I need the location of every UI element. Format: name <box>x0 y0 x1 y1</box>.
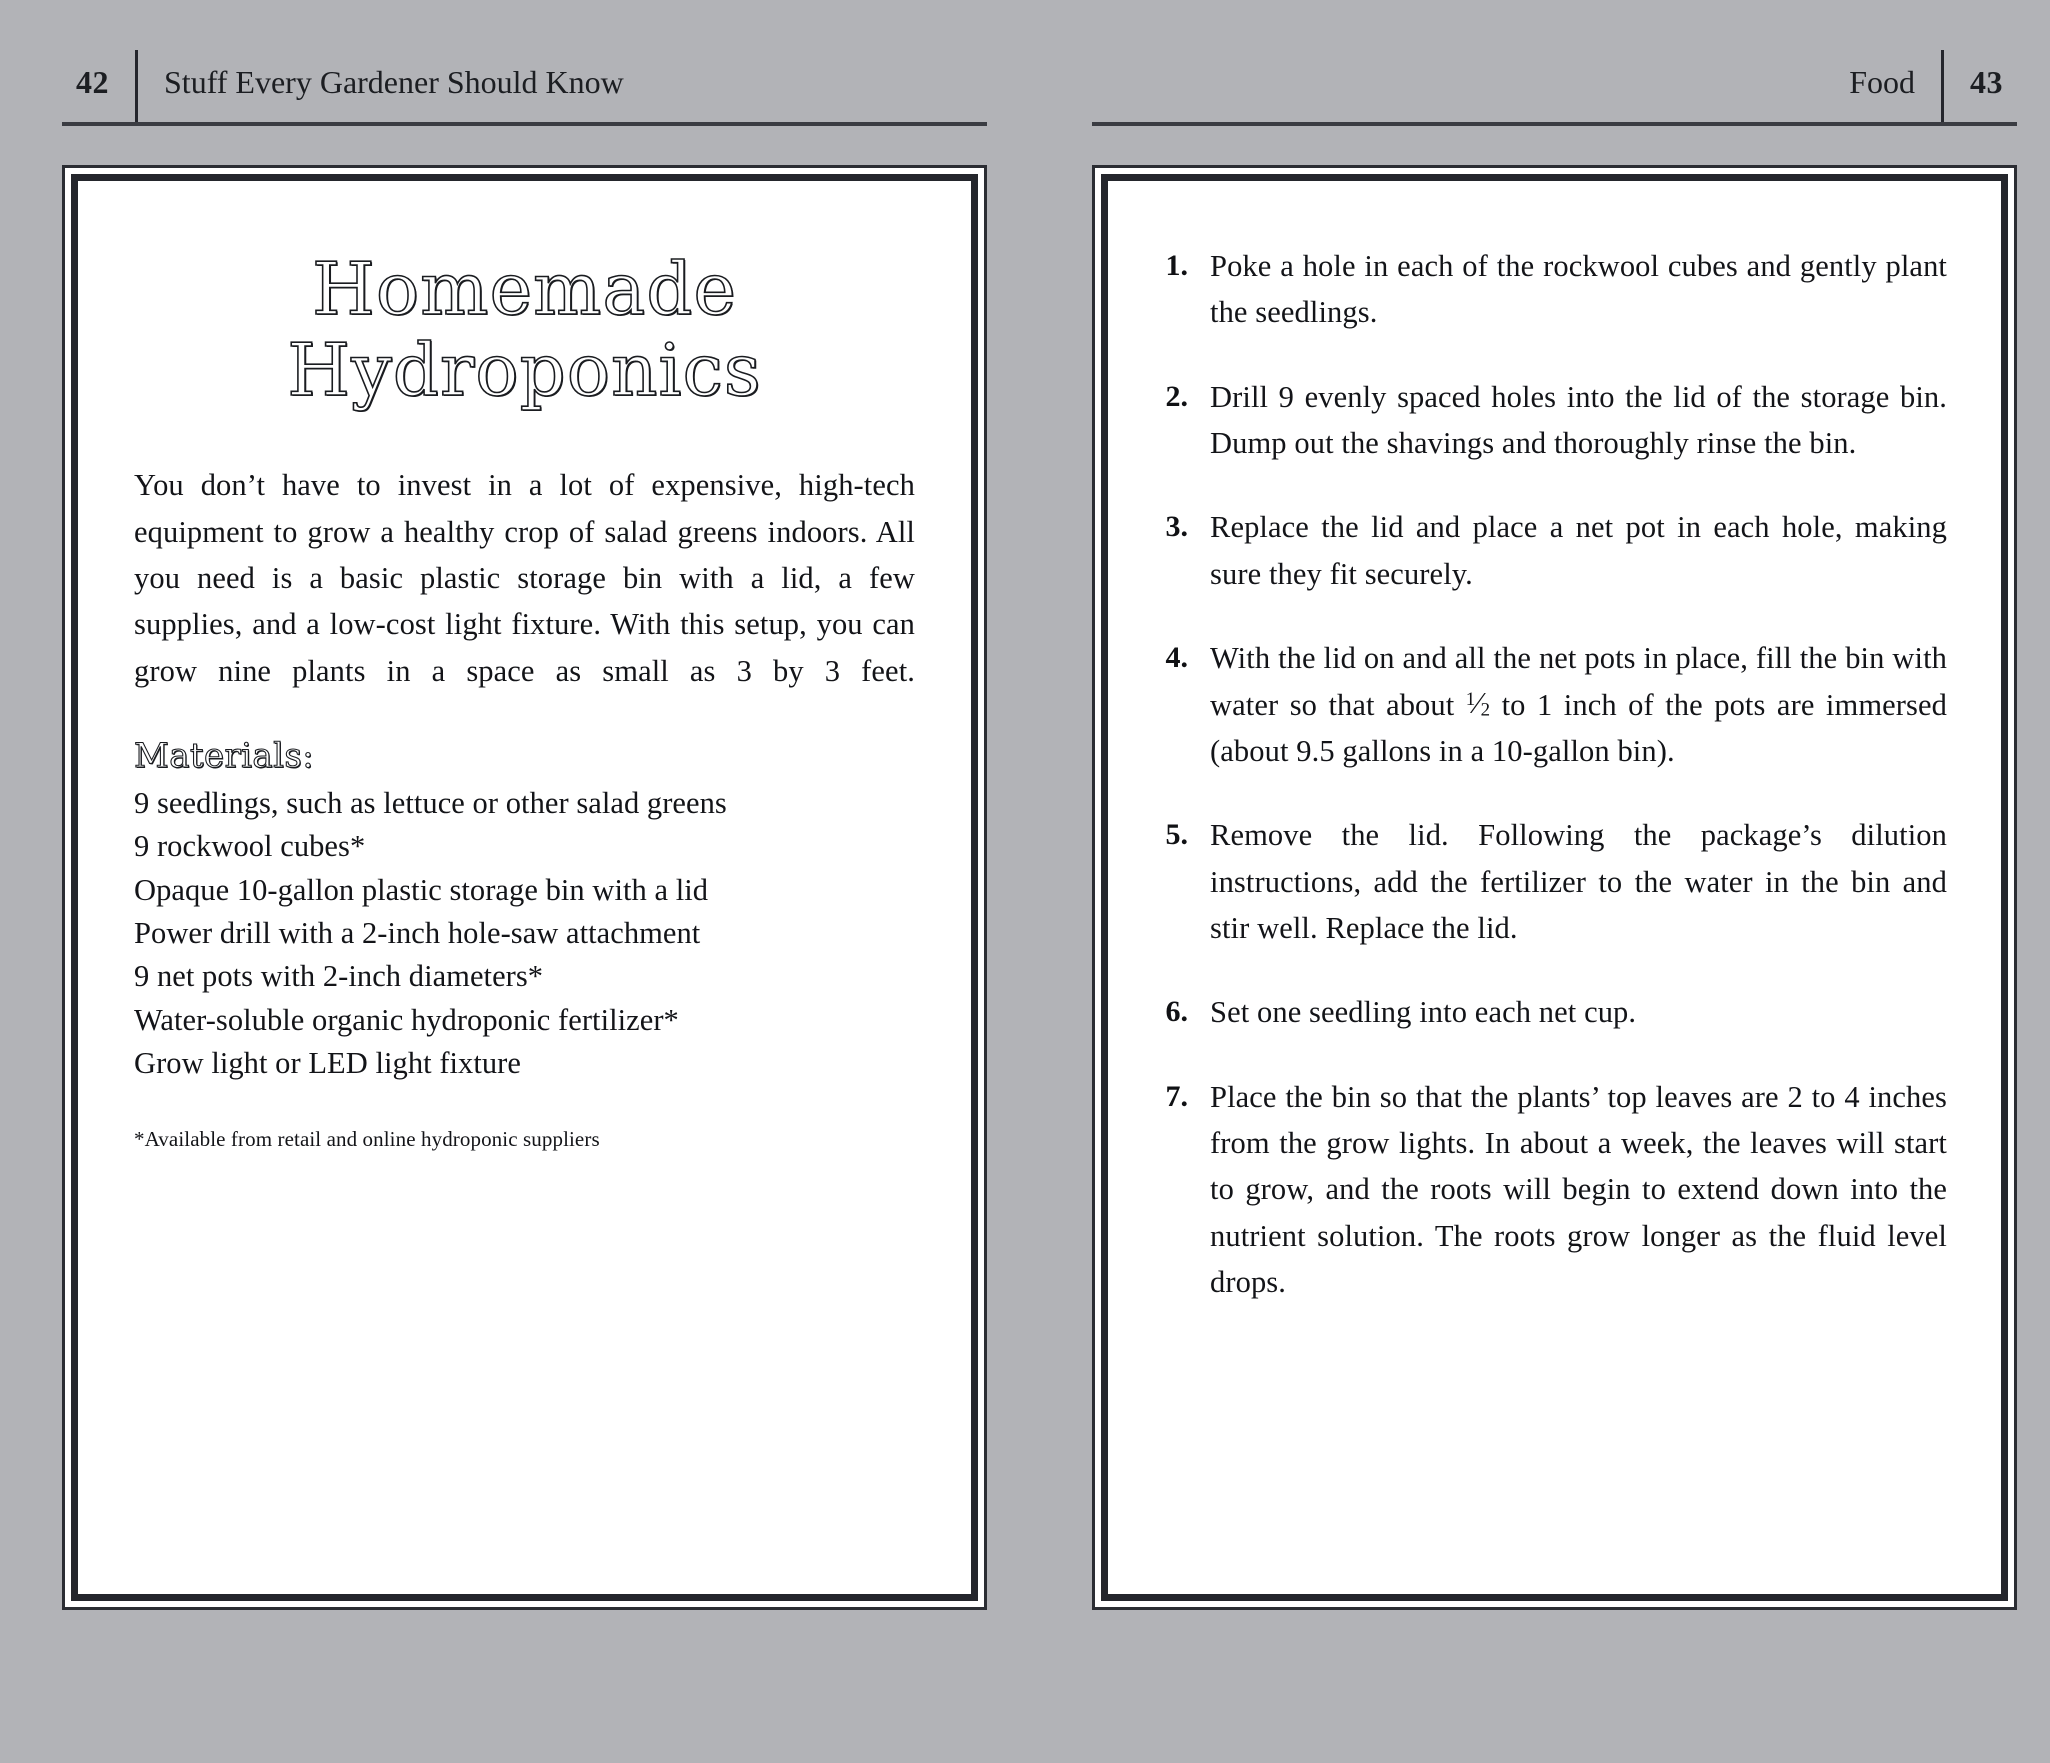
fraction-one-half <box>1466 680 1490 726</box>
page-number-left: 42 <box>76 63 109 100</box>
step-text: Poke a hole in each of the rockwool cubes and gently plant the seedlings. <box>1210 249 1947 330</box>
left-page-body <box>78 181 971 1594</box>
step-text-before-fraction: With the lid on and all the net pots in place, fill the bin with water so that about <box>1210 641 1947 722</box>
step-number: 6. <box>1165 995 1188 1029</box>
list-item: Water-soluble organic hydroponic fertilizer* <box>134 1002 679 1037</box>
step-text: Remove the lid. Following the package’s dilution instructions, add the fertilizer to the water in the bin and stir well. Replace the lid. <box>1210 818 1947 945</box>
list-item: Grow light or LED light fixture <box>134 1045 521 1080</box>
book-title: Stuff Every Gardener Should Know <box>164 63 624 100</box>
running-head-rule-left <box>62 122 987 126</box>
list-item <box>1152 635 1947 774</box>
instruction-steps <box>1152 243 1947 1305</box>
chapter-title-line-2: Hydroponics <box>287 327 762 412</box>
intro-paragraph: You don’t have to invest in a lot of expensive, high-tech equipment to grow a healthy crop of salad greens indoors. All you need is a basic plastic storage bin with a lid, a few supplies, and a low-cost light fixture. With this setup, you can grow nine plants in a space as small as 3 by 3 feet. <box>134 468 915 688</box>
chapter-title-line-1: Homemade <box>312 247 737 331</box>
left-page <box>62 165 987 1610</box>
step-number: 4. <box>1165 641 1188 675</box>
list-item <box>1152 504 1947 597</box>
running-head-left <box>62 52 987 112</box>
step-number: 7. <box>1165 1079 1188 1113</box>
list-item <box>1152 812 1947 951</box>
materials-heading: Materials: <box>134 736 315 777</box>
step-number: 3. <box>1165 510 1188 544</box>
list-item <box>1152 243 1947 336</box>
fraction-numerator: 1 <box>1465 689 1476 711</box>
running-head-right <box>1092 52 2017 112</box>
step-text: Set one seedling into each net cup. <box>1210 995 1637 1030</box>
list-item <box>1152 374 1947 467</box>
step-text: Drill 9 evenly spaced holes into the lid of the storage bin. Dump out the shavings and thoroughly rinse the bin. <box>1210 379 1947 461</box>
step-text <box>1210 635 1947 774</box>
fraction-denominator: 2 <box>1480 699 1491 721</box>
step-number: 5. <box>1165 818 1188 852</box>
chapter-title <box>134 249 915 410</box>
step-number: 1. <box>1165 249 1188 282</box>
step-text: Replace the lid and place a net pot in each hole, making sure they fit securely. <box>1210 510 1947 591</box>
list-item: 9 net pots with 2-inch diameters* <box>134 959 544 994</box>
right-page-body <box>1108 181 2001 1594</box>
step-number: 2. <box>1165 379 1188 413</box>
step-text: Place the bin so that the plants’ top leaves are 2 to 4 inches from the grow lights. In about a week, the leaves will start to grow, and the roots will begin to extend down into the nutrient solution. The roots grow longer as the fluid level drops. <box>1210 1079 1947 1300</box>
section-title: Food <box>1849 63 1915 100</box>
running-head-divider-right <box>1941 50 1944 122</box>
page-number-right: 43 <box>1970 63 2003 100</box>
fraction-slash: ⁄ <box>1475 686 1481 720</box>
list-item: 9 rockwool cubes* <box>134 829 366 864</box>
list-item <box>1152 1074 1947 1306</box>
running-head-divider-left <box>135 50 138 122</box>
list-item: Opaque 10-gallon plastic storage bin with a lid <box>134 872 709 907</box>
materials-list <box>134 782 915 1085</box>
running-head-rule-right <box>1092 122 2017 126</box>
step-text-after-fraction: to 1 inch of the pots are immersed (about 9.5 gallons in a 10-gallon bin). <box>1210 687 1947 768</box>
list-item <box>1152 989 1947 1035</box>
list-item: Power drill with a 2-inch hole-saw attachment <box>134 915 701 950</box>
list-item: 9 seedlings, such as lettuce or other salad greens <box>134 786 727 821</box>
right-page <box>1092 165 2017 1610</box>
footnote: *Available from retail and online hydroponic suppliers <box>134 1127 600 1152</box>
